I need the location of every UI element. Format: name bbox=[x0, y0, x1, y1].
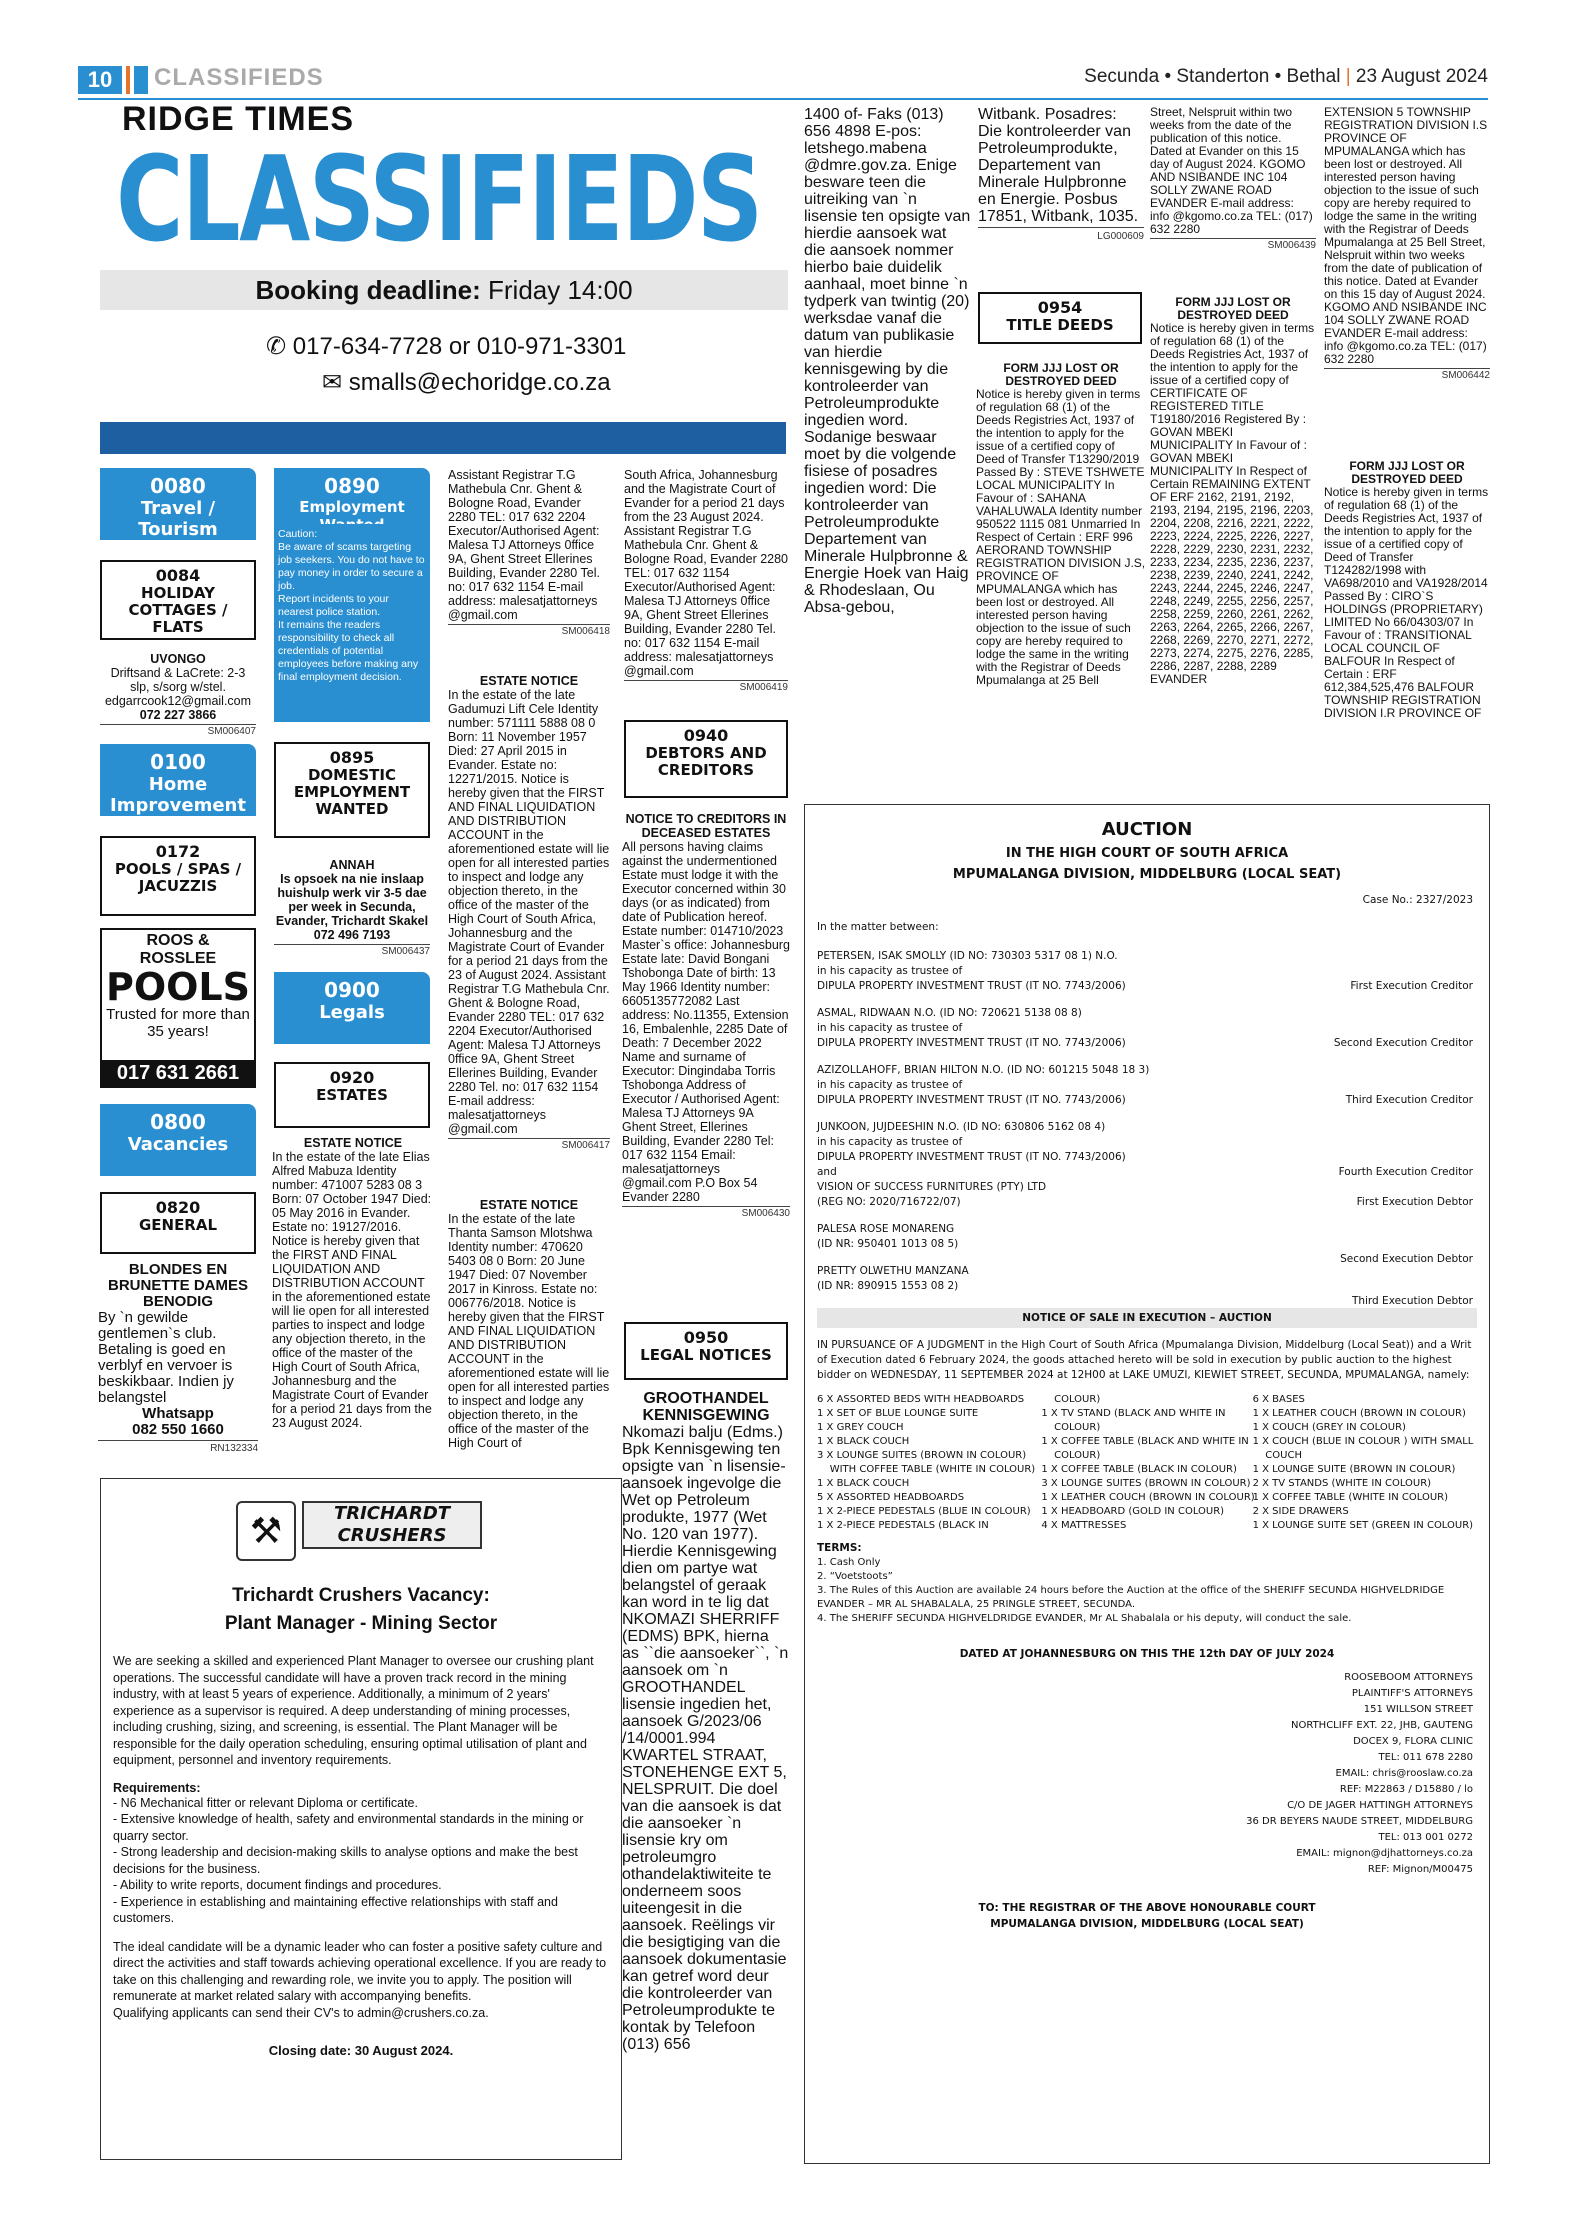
goods-item: 1 X LOUNGE SUITE (BROWN IN COLOUR) bbox=[1252, 1464, 1456, 1475]
goods-item: 1 X COFFEE TABLE (WHITE IN COLOUR) bbox=[1252, 1492, 1449, 1503]
party-line: DIPULA PROPERTY INVESTMENT TRUST (IT NO. 7743/2006) bbox=[817, 1094, 1126, 1106]
goods-item: 1 X COUCH (GREY IN COLOUR) bbox=[1252, 1422, 1406, 1433]
goods-item: 5 X ASSORTED HEADBOARDS bbox=[817, 1492, 965, 1503]
party-role: Third Execution Creditor bbox=[1345, 1094, 1473, 1106]
date: 23 August 2024 bbox=[1355, 66, 1488, 87]
header-blue-bar bbox=[100, 422, 786, 454]
party-line: VISION OF SUCCESS FURNITURES (PTY) LTD bbox=[817, 1181, 1047, 1193]
box-0820: 0820 GENERAL bbox=[100, 1192, 256, 1254]
crushers-subtitle: Plant Manager - Mining Sector bbox=[224, 1613, 498, 1634]
requirement-item: - Ability to write reports, document findings and procedures. bbox=[113, 1878, 442, 1892]
to-line: MPUMALANGA DIVISION, MIDDELBURG (LOCAL SEAT) bbox=[990, 1918, 1304, 1930]
party-line: (REG NO: 2020/716722/07) bbox=[817, 1196, 961, 1208]
party-line: ASMAL, RIDWAAN N.O. (ID NO: 720621 5138 08 8) bbox=[817, 1007, 1082, 1019]
tab-0080: 0080 Travel / Tourism bbox=[100, 468, 256, 540]
tab-0900: 0900 Legals bbox=[274, 972, 430, 1044]
goods-item: 1 X LEATHER COUCH (BROWN IN COLOUR) bbox=[1041, 1492, 1255, 1503]
term-item: 2. “Voetstoots” bbox=[817, 1571, 893, 1582]
attorney-line: REF: M22863 / D15880 / lo bbox=[1339, 1784, 1473, 1795]
col4-continued: South Africa, Johannesburg and the Magistrate Court of Evander for a period 21 days from the 23 August 2024. Assistant Registrar T.G Mathebula Cnr. Ghent & Bologne Road, Evander 2280 TEL: 017 632 1154 Executor/Authorised Agent: Malesa TJ Attorneys 0ffice 9A, Ghent Street Ellerines Building, Evander 2280 Tel. no: 017 632 1154 E-mail address: malesatjattorneys @gmail.com SM006419 bbox=[624, 468, 789, 693]
tab-0100: 0100 Home Improvement bbox=[100, 744, 256, 816]
goods-item: 6 X ASSORTED BEDS WITH HEADBOARDS bbox=[817, 1394, 1025, 1405]
party-block bbox=[817, 1006, 1477, 1051]
party-block bbox=[817, 1222, 1477, 1265]
goods-item: 1 X GREY COUCH bbox=[817, 1422, 904, 1433]
mail-icon: ✉ bbox=[322, 369, 343, 396]
goods-item: 1 X LEATHER COUCH (BROWN IN COLOUR) bbox=[1252, 1408, 1466, 1419]
attorneys-block bbox=[805, 1670, 1489, 1878]
attorney-line: REF: Mignon/M00475 bbox=[1367, 1864, 1473, 1875]
goods-item: 1 X LOUNGE SUITE SET (GREEN IN COLOUR) bbox=[1252, 1520, 1474, 1531]
auction-division: MPUMALANGA DIVISION, MIDDELBURG (LOCAL SEAT) bbox=[952, 867, 1342, 882]
term-item: 3. The Rules of this Auction are available 24 hours before the Auction at the office of the SHERIFF SECUNDA HIGHVELDRIDGE EVANDER – MR AL SHABALALA, 25 PRINGLE STREET, SECUNDA. bbox=[817, 1585, 1445, 1610]
crushers-ideal: The ideal candidate will be a dynamic leader who can foster a positive safety culture and direct the activities and staff towards achieving operational excellence. If you are ready to take on this challenging and rewarding role, we invite you to apply. The position will remunerate at market related salary with accompanying benefits. bbox=[113, 1939, 607, 2003]
term-item: 1. Cash Only bbox=[817, 1557, 881, 1568]
goods-item: 1 X SET OF BLUE LOUNGE SUITE bbox=[817, 1408, 979, 1419]
attorney-line: EMAIL: mignon@djhattorneys.co.za bbox=[1296, 1848, 1473, 1859]
party-role: Third Execution Debtor bbox=[1351, 1295, 1473, 1307]
crushers-title: Trichardt Crushers Vacancy: bbox=[232, 1585, 490, 1606]
edition-date: Secunda • Standerton • Bethal | 23 August 2024 bbox=[1084, 66, 1488, 87]
attorney-line: 36 DR BEYERS NAUDE STREET, MIDDELBURG bbox=[1246, 1816, 1473, 1827]
party-block bbox=[817, 1063, 1477, 1108]
party-block bbox=[817, 1120, 1477, 1210]
blondes-ad: BLONDES EN BRUNETTE DAMES BENODIG By `n gewilde gentlemen`s club. Betaling is goed en verblyf en vervoer is beskikbaar. Indien jy belangstel Whatsapp 082 550 1660 RN132334 bbox=[98, 1262, 258, 1459]
requirements-title: Requirements: bbox=[113, 1780, 201, 1795]
party-line: JUNKOON, JUJDEESHIN N.O. (ID NO: 630806 5162 08 4) bbox=[817, 1121, 1106, 1133]
crushers-apply: Qualifying applicants can send their CV's to admin@crushers.co.za. bbox=[113, 2005, 489, 2020]
requirement-item: - Experience in establishing and maintaining effective relationships with staff and customers. bbox=[113, 1894, 558, 1925]
trichardt-crushers-ad bbox=[100, 1478, 622, 2160]
party-role: Fourth Execution Creditor bbox=[1338, 1166, 1473, 1178]
goods-item: 1 X 2-PIECE PEDESTALS (BLUE IN COLOUR) bbox=[817, 1506, 1031, 1517]
goods-item: 1 X TV STAND (BLACK AND WHITE IN bbox=[1041, 1408, 1226, 1419]
estate-notice-mabuza: ESTATE NOTICE In the estate of the late Elias Alfred Mabuza Identity number: 471007 5283 08 3 Born: 07 October 1947 Died: 05 May 2016 in Evander. Estate no: 19127/2016. Notice is hereby given that the FIRST AND FINAL LIQUIDATION AND DISTRIBUTION ACCOUNT in the aforementioned estate will lie open for all interested parties to inspect and lodge any objection thereto, in the office of the master of the High Court of South Africa, Johannesburg and the Magistrate Court of Evander for a period 21 days from the 23 August 2024. bbox=[272, 1136, 432, 1430]
page-number: 10 bbox=[78, 66, 122, 94]
goods-item: COLOUR) bbox=[1041, 1450, 1101, 1461]
party-line: (ID NR: 890915 1553 08 2) bbox=[817, 1280, 959, 1292]
party-block bbox=[817, 949, 1477, 994]
party-line: in his capacity as trustee of bbox=[817, 1022, 963, 1034]
party-line: PALESA ROSE MONARENG bbox=[817, 1223, 955, 1235]
edition: Secunda • Standerton • Bethal bbox=[1084, 66, 1341, 87]
party-line: DIPULA PROPERTY INVESTMENT TRUST (IT NO. 7743/2006) bbox=[817, 1151, 1126, 1163]
goods-item: 4 X MATTRESSES bbox=[1041, 1520, 1127, 1531]
attorney-line: TEL: 011 678 2280 bbox=[1378, 1752, 1473, 1763]
masthead: CLASSIFIEDS bbox=[116, 130, 762, 268]
auction-title: AUCTION bbox=[1101, 819, 1193, 840]
form-jjj-balfour: FORM JJJ LOST OR DESTROYED DEED Notice is hereby given in terms of regulation 68 (1) of the Deeds Registries Act, 1937 of the intention to apply for the issue of a certified copy of Deed of Transfer T124282/1998 with VA698/2010 and VA1928/2014 Passed By : CIRO`S HOLDINGS (PROPRIETARY) LIMITED No 66/04303/07 In Favour of : TRANSITIONAL LOCAL COUNCIL OF BALFOUR In Respect of Certain : ERF 612,384,525,476 BALFOUR TOWNSHIP REGISTRATION DIVISION I.R PROVINCE OF bbox=[1324, 459, 1489, 720]
parties-list bbox=[805, 949, 1489, 1307]
box-0950: 0950 LEGAL NOTICES bbox=[624, 1322, 788, 1380]
estate-notice-mlotshwa: ESTATE NOTICE In the estate of the late Thanta Samson Mlotshwa Identity number: 470620 5403 08 0 Born: 20 June 1947 Died: 07 November 2017 in Kinross. Estate no: 006776/2018. Notice is hereby given that the FIRST AND FINAL LIQUIDATION AND DISTRIBUTION ACCOUNT in the aforementioned estate will lie open for all interested parties to inspect and lodge any objection thereto, in the office of the master of the High Court of bbox=[448, 1198, 610, 1450]
terms-title: TERMS: bbox=[817, 1542, 862, 1554]
party-line: DIPULA PROPERTY INVESTMENT TRUST (IT NO. 7743/2006) bbox=[817, 1037, 1126, 1049]
goods-item: 2 X SIDE DRAWERS bbox=[1252, 1506, 1349, 1517]
party-line: DIPULA PROPERTY INVESTMENT TRUST (IT NO. 7743/2006) bbox=[817, 980, 1126, 992]
to-line: TO: THE REGISTRAR OF THE ABOVE HONOURABLE COURT bbox=[978, 1902, 1316, 1914]
booking-deadline: Booking deadline: Friday 14:00 bbox=[100, 270, 788, 310]
header-accent-blue bbox=[134, 66, 148, 94]
crushers-logo: ⚒ TRICHARDT CRUSHERS bbox=[236, 1495, 486, 1565]
header-accent-orange bbox=[126, 66, 130, 94]
goods-item: COUCH bbox=[1252, 1450, 1302, 1461]
goods-item: 1 X BLACK COUCH bbox=[817, 1436, 910, 1447]
tab-0800: 0800 Vacancies bbox=[100, 1104, 256, 1176]
party-line: (ID NR: 950401 1013 08 5) bbox=[817, 1238, 959, 1250]
paper-name: RIDGE TIMES bbox=[122, 100, 355, 138]
requirement-item: - Extensive knowledge of health, safety and environmental standards in the mining or quarry sector. bbox=[113, 1812, 584, 1843]
goods-item: 1 X BLACK COUCH bbox=[817, 1478, 910, 1489]
col8-continued: EXTENSION 5 TOWNSHIP REGISTRATION DIVISION I.S PROVINCE OF MPUMALANGA which has been lost or destroyed. All interested person having objection to the issue of such copy are hereby required to lodge the same in the writing with the Registrar of Deeds Mpumalanga at 25 Bell Street, Nelspruit within two weeks from the date of publication of this notice. Dated at Evander on this 15 day of August 2024. KGOMO AND NSIBANDE INC 104 SOLLY ZWANE ROAD EVANDER E-mail address: info @kgomo.co.za TEL: (017) 632 2280 SM006442 bbox=[1324, 105, 1490, 381]
box-0172: 0172 POOLS / SPAS / JACUZZIS bbox=[100, 836, 256, 916]
goods-item: 1 X 2-PIECE PEDESTALS (BLACK IN bbox=[817, 1520, 989, 1531]
attorney-line: ROOSEBOOM ATTORNEYS bbox=[1344, 1672, 1473, 1683]
notice-of-sale: NOTICE OF SALE IN EXECUTION – AUCTION bbox=[817, 1308, 1477, 1328]
party-role: First Execution Creditor bbox=[1350, 980, 1473, 992]
auction-court: IN THE HIGH COURT OF SOUTH AFRICA bbox=[1005, 846, 1289, 861]
attorney-line: PLAINTIFF'S ATTORNEYS bbox=[1351, 1688, 1473, 1699]
goods-item: WITH COFFEE TABLE (WHITE IN COLOUR) bbox=[817, 1464, 1036, 1475]
party-line: PRETTY OLWETHU MANZANA bbox=[817, 1265, 969, 1277]
dated-line: DATED AT JOHANNESBURG ON THIS THE 12th DAY OF JULY 2024 bbox=[959, 1648, 1335, 1660]
party-line: PETERSEN, ISAK SMOLLY (ID NO: 730303 5317 08 1) N.O. bbox=[817, 950, 1118, 962]
notice-to-creditors: NOTICE TO CREDITORS IN DECEASED ESTATES All persons having claims against the undermentioned Estate must lodge it with the Executor concerned within 30 days (or as indicated) from date of Publication hereof. Estate number: 014710/2023 Master`s office: Johannesburg Estate late: David Bongani Tshobonga Date of birth: 13 May 1966 Identity number: 6605135772082 Last address: No.11355, Extension 16, Embalenhle, 2285 Date of Death: 7 December 2022 Name and surname of Executor: Dingindaba Torris Tshobonga Address of Executor / Authorised Agent: Malesa TJ Attorneys 9A Ghent Street, Ellerines Building, Evander 2280 Tel: 017 632 1154 Email: malesatjattorneys @gmail.com P.O Box 54 Evander 2280 SM006430 bbox=[622, 812, 790, 1219]
goods-item: 3 X LOUNGE SUITES (BROWN IN COLOUR) bbox=[1041, 1478, 1251, 1489]
goods-list bbox=[805, 1393, 1489, 1533]
goods-item: 2 X TV STANDS (WHITE IN COLOUR) bbox=[1252, 1478, 1432, 1489]
crushers-intro: We are seeking a skilled and experienced Plant Manager to oversee our crushing plant operations. The successful candidate will have a proven track record in the mining industry, with at least 5 years of experience. Additionally, a minimum of 2 years' experience as a supervisor is required. A deep understanding of mining processes, including crushing, sizing, and screening, is essential. The Plant Manager will be responsible for the daily operation scheduling, ensuring optimal utilisation of plant and equipment, personnel and inventory requirements. bbox=[113, 1654, 594, 1767]
worker-icon: ⚒ bbox=[236, 1501, 296, 1561]
goods-item: COLOUR) bbox=[1041, 1422, 1101, 1433]
form-jjj-sahana: FORM JJJ LOST OR DESTROYED DEED Notice is hereby given in terms of regulation 68 (1) of the Deeds Registries Act, 1937 of the intention to apply for the issue of a certified copy of Deed of Transfer T13290/2019 Passed By : STEVE TSHWETE LOCAL MUNICIPALITY In Favour of : SAHANA VAHALUWALA Identity number 950522 1115 081 Unmarried In Respect of Certain : ERF 996 AERORAND TOWNSHIP REGISTRATION DIVISION J.S, PROVINCE OF MPUMALANGA which has been lost or destroyed. All interested person having objection to the issue of such copy are hereby required to lodge the same in the writing with the Registrar of Deeds Mpumalanga at 25 Bell bbox=[976, 361, 1146, 687]
box-0084: 0084 HOLIDAY COTTAGES / FLATS bbox=[100, 560, 256, 640]
form-jjj-govan-mbeki: FORM JJJ LOST OR DESTROYED DEED Notice is hereby given in terms of regulation 68 (1) of the Deeds Registries Act, 1937 of the intention to apply for the issue of a certified copy of CERTIFICATE OF REGISTERED TITLE T19180/2016 Registered By : GOVAN MBEKI MUNICIPALITY In Favour of : GOVAN MBEKI MUNICIPALITY In Respect of Certain REMAINING EXTENT OF ERF 2162, 2191, 2192, 2193, 2194, 2195, 2196, 2203, 2204, 2208, 2216, 2221, 2222, 2223, 2224, 2225, 2226, 2227, 2228, 2229, 2230, 2231, 2232, 2233, 2234, 2235, 2236, 2237, 2238, 2239, 2240, 2241, 2242, 2243, 2244, 2245, 2246, 2247, 2248, 2249, 2255, 2256, 2257, 2258, 2259, 2260, 2261, 2262, 2263, 2264, 2265, 2266, 2267, 2268, 2269, 2270, 2271, 2272, 2273, 2274, 2275, 2276, 2285, 2286, 2287, 2288, 2289 EVANDER bbox=[1150, 295, 1315, 686]
party-line: in his capacity as trustee of bbox=[817, 1079, 963, 1091]
case-number: Case No.: 2327/2023 bbox=[1362, 894, 1473, 906]
requirements-list bbox=[101, 1795, 621, 1927]
attorney-line: DOCEX 9, FLORA CLINIC bbox=[1353, 1736, 1473, 1747]
party-line: in his capacity as trustee of bbox=[817, 965, 963, 977]
to-registrar bbox=[805, 1900, 1489, 1932]
pools-ad: ROOS & ROSSLEE POOLS Trusted for more than 35 years! 017 631 2661 bbox=[100, 928, 256, 1088]
tab-0890: 0890 Employment bbox=[274, 468, 430, 524]
goods-item: 6 X BASES bbox=[1252, 1394, 1305, 1405]
matter-between: In the matter between: bbox=[817, 921, 939, 933]
goods-item: 1 X HEADBOARD (GOLD IN COLOUR) bbox=[1041, 1506, 1225, 1517]
phone-icon: ✆ bbox=[266, 333, 287, 360]
box-0895: 0895 DOMESTIC EMPLOYMENT WANTED bbox=[274, 742, 430, 838]
box-0920: 0920 ESTATES bbox=[274, 1062, 430, 1128]
estate-notice-cele: ESTATE NOTICE In the estate of the late Gadumuzi Lift Cele Identity number: 571111 5888 08 0 Born: 11 November 1957 Died: 27 April 2015 in Evander. Estate no: 12271/2015. Notice is hereby given that the FIRST AND FINAL LIQUIDATION AND DISTRIBUTION ACCOUNT in the aforementioned estate will lie open for all interested parties to inspect and lodge any objection thereto, in the office of the master of the High Court of South Africa, Johannesburg and the Magistrate Court of Evander for a period 21 days from the 23 of August 2024. Assistant Registrar T.G Mathebula Cnr. Ghent & Bologne Road, Evander 2280 TEL: 017 632 2204 Executor/Authorised Agent: Malesa TJ Attorneys 0ffice 9A, Ghent Street Ellerines Building, Evander 2280 Tel. no: 017 632 1154 E-mail address: malesatjattorneys @gmail.com SM006417 bbox=[448, 674, 610, 1151]
party-line: AZIZOLLAHOFF, BRIAN HILTON N.O. (ID NO: 601215 5048 18 3) bbox=[817, 1064, 1150, 1076]
party-line: and bbox=[817, 1166, 837, 1178]
goods-item: 1 X COUCH (BLUE IN COLOUR ) WITH SMALL bbox=[1252, 1436, 1474, 1447]
uvongo-ad: UVONGO Driftsand & LaCrete: 2-3 slp, s/sorg w/stel. edgarrcook12@gmail.com 072 227 3866 SM006407 bbox=[100, 652, 256, 741]
box-0940: 0940 DEBTORS AND CREDITORS bbox=[624, 720, 788, 798]
term-item: 4. The SHERIFF SECUNDA HIGHVELDRIDGE EVANDER, Mr AL Shabalala or his deputy, will conduct the sale. bbox=[817, 1613, 1352, 1624]
section-label: CLASSIFIEDS bbox=[154, 64, 324, 91]
box-0954: 0954 TITLE DEEDS bbox=[978, 292, 1142, 344]
party-line: in his capacity as trustee of bbox=[817, 1136, 963, 1148]
goods-item: COLOUR) bbox=[1041, 1394, 1101, 1405]
requirement-item: - N6 Mechanical fitter or relevant Diploma or certificate. bbox=[113, 1795, 418, 1810]
email-line: ✉ smalls@echoridge.co.za bbox=[322, 369, 611, 396]
caution-notice: Caution: Be aware of scams targeting job seekers. You do not have to pay money in order to secure a job. Report incidents to your nearest police station. It remains the readers responsibility to check all credentials of potential employees before making any final employment decision. bbox=[274, 524, 430, 722]
annah-ad: ANNAH Is opsoek na nie inslaap huishulp werk vir 3-5 dae per week in Secunda, Evander, Trichardt Skakel 072 496 7193 SM006437 bbox=[275, 858, 430, 957]
auction-notice bbox=[804, 804, 1490, 2164]
pursuance-text: IN PURSUANCE OF A JUDGMENT in the High Court of South Africa (Mpumalanga Division, Middelburg (Local Seat)) and a Writ of Execution dated 6 February 2024, the goods attached hereto will be sold in execution by public auction to the highest bidder on WEDNESDAY, 11 SEPTEMBER 2024 at 12H00 at LAKE UMUZI, KIEWIET STREET, SECUNDA, MPUMALANGA, namely: bbox=[817, 1339, 1472, 1381]
party-block bbox=[817, 1264, 1477, 1307]
requirement-item: - Strong leadership and decision-making skills to analyse options and make the best decisions for the business. bbox=[113, 1845, 578, 1876]
col3-continued: Assistant Registrar T.G Mathebula Cnr. Ghent & Bologne Road, Evander 2280 TEL: 017 632 2204 Executor/Authorised Agent: Malesa TJ Attorneys 0ffice 9A, Ghent Street Ellerines Building, Evander 2280 Tel. no: 017 632 1154 E-mail address: malesatjattorneys @gmail.com SM006418 bbox=[448, 468, 610, 637]
closing-date: Closing date: 30 August 2024. bbox=[268, 2043, 454, 2058]
attorney-line: EMAIL: chris@rooslaw.co.za bbox=[1335, 1768, 1473, 1779]
goods-item: 3 X LOUNGE SUITES (BROWN IN COLOUR) bbox=[817, 1450, 1027, 1461]
phone-line: ✆ 017-634-7728 or 010-971-3301 bbox=[266, 333, 627, 360]
terms-list bbox=[805, 1556, 1489, 1626]
party-role: Second Execution Debtor bbox=[1340, 1253, 1473, 1265]
party-role: First Execution Debtor bbox=[1356, 1196, 1473, 1208]
goods-item: 1 X COFFEE TABLE (BLACK AND WHITE IN bbox=[1041, 1436, 1249, 1447]
groothandel-notice: GROOTHANDEL KENNISGEWING Nkomazi balju (Edms.) Bpk Kennisgewing ten opsigte van `n lisensie-aansoek ingevolge die Wet op Petroleum produkte, 1977 (Wet No. 120 van 1977). Hierdie Kennisgewing dien om partye wat belangstel of geraak kan word in te lig dat NKOMAZI SHERRIFF (EDMS) BPK, hierna as ``die aansoeker``, `n aansoek om `n GROOTHANDEL lisensie ingedien het, aansoek G/2023/06 /14/0001.994 KWARTEL STRAAT, STONEHENGE EXT 5, NELSPRUIT. Die doel van die aansoek is dat die aansoeker `n lisensie kry om petroleumgro othandelaktiwiteite te onderneem soos uiteengesit in die aansoek. Reëlings vir die besigtiging van die aansoek dokumentasie kan getref word deur die kontroleerder van Petroleumprodukte te kontak by Telefoon (013) 656 bbox=[622, 1390, 789, 2053]
col6-continued: Witbank. Posadres: Die kontroleerder van Petroleumprodukte, Departement van Minerale Hulpbronne en Energie. Posbus 17851, Witbank, 1035. LG000609 bbox=[978, 106, 1144, 247]
col5-continued: 1400 of- Faks (013) 656 4898 E-pos: letshego.mabena @dmre.gov.za. Enige besware teen die uitreiking van `n lisensie ten opsigte van hierdie aansoek wat die aansoek nommer hierbo baie duidelik aanhaal, moet binne `n tydperk van twintig (20) werksdae vanaf die datum van publikasie van hierdie kennisgewing by die kontroleerder van Petroleumprodukte ingedien word. Sodanige beswaar moet by die volgende fisiese of posadres ingedien word: Die kontroleerder van Petroleumprodukte Departement van Minerale Hulpbronne & Energie Hoek van Haig & Rhodeslaan, Ou Absa-gebou, bbox=[804, 106, 971, 616]
attorney-line: 151 WILLSON STREET bbox=[1363, 1704, 1473, 1715]
goods-item: 1 X COFFEE TABLE (BLACK IN COLOUR) bbox=[1041, 1464, 1237, 1475]
attorney-line: C/O DE JAGER HATTINGH ATTORNEYS bbox=[1287, 1800, 1473, 1811]
attorney-line: NORTHCLIFF EXT. 22, JHB, GAUTENG bbox=[1291, 1720, 1473, 1731]
col7-continued: Street, Nelspruit within two weeks from the date of the publication of this notice. Dated at Evander on this 15 day of August 2024. KGOMO AND NSIBANDE INC 104 SOLLY ZWANE ROAD EVANDER E-mail address: info @kgomo.co.za TEL: (017) 632 2280 SM006439 bbox=[1150, 105, 1316, 251]
attorney-line: TEL: 013 001 0272 bbox=[1378, 1832, 1473, 1843]
party-role: Second Execution Creditor bbox=[1333, 1037, 1473, 1049]
